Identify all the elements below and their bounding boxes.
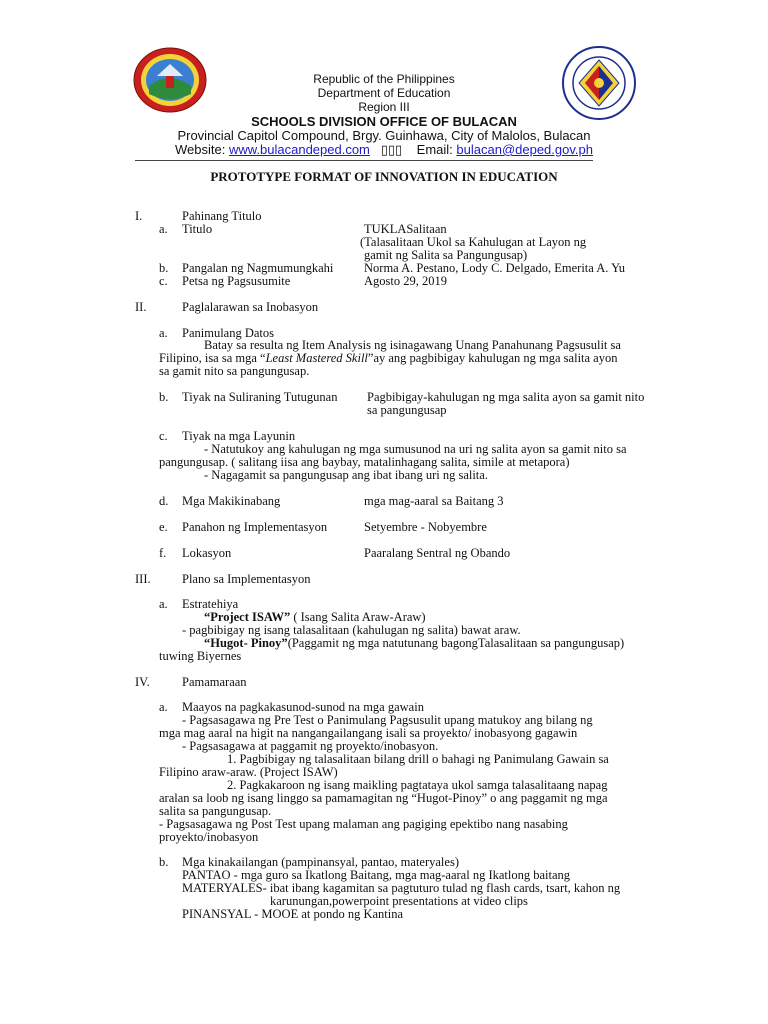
s4-a-line4: 1. Pagbibigay ng talasalitaan bilang drill o bahagi ng Panimulang Gawain sa <box>227 752 609 766</box>
s2-f-label: Lokasyon <box>182 546 232 560</box>
s4-a-line2: mga mag aaral na higit na nangangailangang isali sa proyekto/ inobasyong gagawin <box>159 726 578 740</box>
s4-b-label: Mga kinakailangan (pampinansyal, pantao, materyales) <box>182 855 459 869</box>
section-2-title: Paglalarawan sa Inobasyon <box>182 300 319 314</box>
s2-c-label: Tiyak na mga Layunin <box>182 429 296 443</box>
s4-a-line1: - Pagsasagawa ng Pre Test o Panimulang Pagsusulit upang matukoy ang bilang ng <box>182 713 593 727</box>
s2-b-value: Pagbibigay-kahulugan ng mga salita ayon sa gamit nito <box>367 390 645 404</box>
s2-b-value-line2: sa pangungusap <box>367 403 447 417</box>
s1-a-value-line2: (Talasalitaan Ukol sa Kahulugan at Layon ng <box>360 235 587 249</box>
s3-line4: tuwing Biyernes <box>159 649 242 663</box>
document-title: PROTOTYPE FORMAT OF INNOVATION IN EDUCATION <box>210 169 558 184</box>
s2-c-letter: c. <box>159 429 168 443</box>
s2-c-line3: - Nagagamit sa pangungusap ang ibat ibang uri ng salita. <box>204 468 488 482</box>
s4-b-letter: b. <box>159 855 169 869</box>
s2-a-line2 <box>159 351 618 365</box>
header-line-deped: Department of Education <box>317 86 451 100</box>
header-line-republic: Republic of the Philippines <box>313 72 455 86</box>
contact-glyphs: ▯▯▯ <box>380 142 403 157</box>
project-isaw-name: “Project ISAW” <box>204 610 291 624</box>
s1-a-value-line3: gamit ng Salita sa Pangungusap) <box>364 248 528 262</box>
s2-e-label: Panahon ng Implementasyon <box>182 520 328 534</box>
s3-project-isaw <box>204 610 426 624</box>
header-line-region: Region III <box>358 100 410 114</box>
s4-a-line8: salita sa pangungusap. <box>159 804 272 818</box>
s1-a-value: TUKLASalitaan <box>364 222 447 236</box>
email-label: Email: <box>416 142 453 157</box>
s2-a-label: Panimulang Datos <box>182 326 275 340</box>
s1-b-letter: b. <box>159 261 169 275</box>
s1-c-label: Petsa ng Pagsusumite <box>182 274 291 288</box>
header-address: Provincial Capitol Compound, Brgy. Guinhawa, City of Malolos, Bulacan <box>177 128 591 143</box>
s2-f-letter: f. <box>159 546 167 560</box>
s1-b-label: Pangalan ng Nagmumungkahi <box>182 261 334 275</box>
s4-a-line10: proyekto/inobasyon <box>159 830 259 844</box>
s2-a-line2-start: Filipino, isa sa mga “ <box>159 351 266 365</box>
s1-a-label: Titulo <box>182 222 213 236</box>
s2-d-value: mga mag-aaral sa Baitang 3 <box>364 494 504 508</box>
s4-a-line3: - Pagsasagawa at paggamit ng proyekto/inobasyon. <box>182 739 439 753</box>
s2-a-line3: sa gamit nito sa pangungusap. <box>159 364 310 378</box>
email-link[interactable]: bulacan@deped.gov.ph <box>456 142 593 157</box>
least-mastered-skill-term: Least Mastered Skill <box>265 351 368 365</box>
s1-b-value: Norma A. Pestano, Lody C. Delgado, Emerita A. Yu <box>364 261 625 275</box>
s2-a-line1: Batay sa resulta ng Item Analysis ng isinagawang Unang Panahunang Pagsusulit sa <box>204 338 621 352</box>
s2-a-line2-end: ”ay ang pagbibigay kahulugan ng mga salita ayon <box>367 351 618 365</box>
s2-f-value: Paaralang Sentral ng Obando <box>364 546 511 560</box>
hugot-pinoy-desc: (Paggamit ng mga natutunang bagongTalasalitaan sa pangungusap) <box>287 636 625 650</box>
s2-e-value: Setyembre - Nobyembre <box>364 520 487 534</box>
header-office-name: SCHOOLS DIVISION OFFICE OF BULACAN <box>251 114 517 129</box>
section-3-title: Plano sa Implementasyon <box>182 572 311 586</box>
section-4-number: IV. <box>135 675 150 689</box>
s3-a-letter: a. <box>159 597 168 611</box>
section-1-title: Pahinang Titulo <box>182 209 262 223</box>
s4-a-line5: Filipino araw-araw. (Project ISAW) <box>159 765 338 779</box>
section-4-title: Pamamaraan <box>182 675 247 689</box>
s4-a-line7: aralan sa loob ng isang linggo sa pamamagitan ng “Hugot-Pinoy” o ang paggamit ng mga <box>159 791 608 805</box>
header-divider <box>135 160 593 161</box>
s4-a-label: Maayos na pagkakasunod-sunod na mga gawain <box>182 700 424 714</box>
s3-a-label: Estratehiya <box>182 597 239 611</box>
section-2-number: II. <box>135 300 147 314</box>
s2-b-label: Tiyak na Suliraning Tutugunan <box>182 390 338 404</box>
s4-b-pantao: PANTAO - mga guro sa Ikatlong Baitang, mga mag-aaral ng Ikatlong baitang <box>182 868 571 882</box>
section-1-number: I. <box>135 209 143 223</box>
project-isaw-desc: ( Isang Salita Araw-Araw) <box>290 610 426 624</box>
s1-c-letter: c. <box>159 274 168 288</box>
s2-b-letter: b. <box>159 390 169 404</box>
s2-c-line1: - Natutukoy ang kahulugan ng mga sumusunod na uri ng salita ayon sa gamit nito sa <box>204 442 627 456</box>
s4-a-line6: 2. Pagkakaroon ng isang maikling pagtataya ukol samga talasalitaang napag <box>227 778 608 792</box>
s2-c-line2: pangungusap. ( salitang iisa ang baybay, matalinhagang salita, simile at metapora) <box>159 455 570 469</box>
website-link[interactable]: www.bulacandeped.com <box>228 142 370 157</box>
s2-e-letter: e. <box>159 520 168 534</box>
s4-a-letter: a. <box>159 700 168 714</box>
hugot-pinoy-name: “Hugot- Pinoy” <box>204 636 288 650</box>
s2-d-letter: d. <box>159 494 169 508</box>
s3-line2: - pagbibigay ng isang talasalitaan (kahulugan ng salita) bawat araw. <box>182 623 521 637</box>
section-3-number: III. <box>135 572 151 586</box>
s4-b-materyales-line2: karunungan,powerpoint presentations at video clips <box>270 894 528 908</box>
s3-hugot-pinoy <box>204 636 624 650</box>
header-contact-line <box>0 142 768 158</box>
s4-b-pinansyal: PINANSYAL - MOOE at pondo ng Kantina <box>182 907 404 921</box>
s4-a-line9: - Pagsasagawa ng Post Test upang malaman ang pagiging epektibo nang nasabing <box>159 817 568 831</box>
s1-a-letter: a. <box>159 222 168 236</box>
s1-c-value: Agosto 29, 2019 <box>364 274 447 288</box>
s4-b-materyales: MATERYALES- ibat ibang kagamitan sa pagtuturo tulad ng flash cards, tsart, kahon ng <box>182 881 621 895</box>
website-label: Website: <box>175 142 226 157</box>
s2-a-letter: a. <box>159 326 168 340</box>
s2-d-label: Mga Makikinabang <box>182 494 281 508</box>
